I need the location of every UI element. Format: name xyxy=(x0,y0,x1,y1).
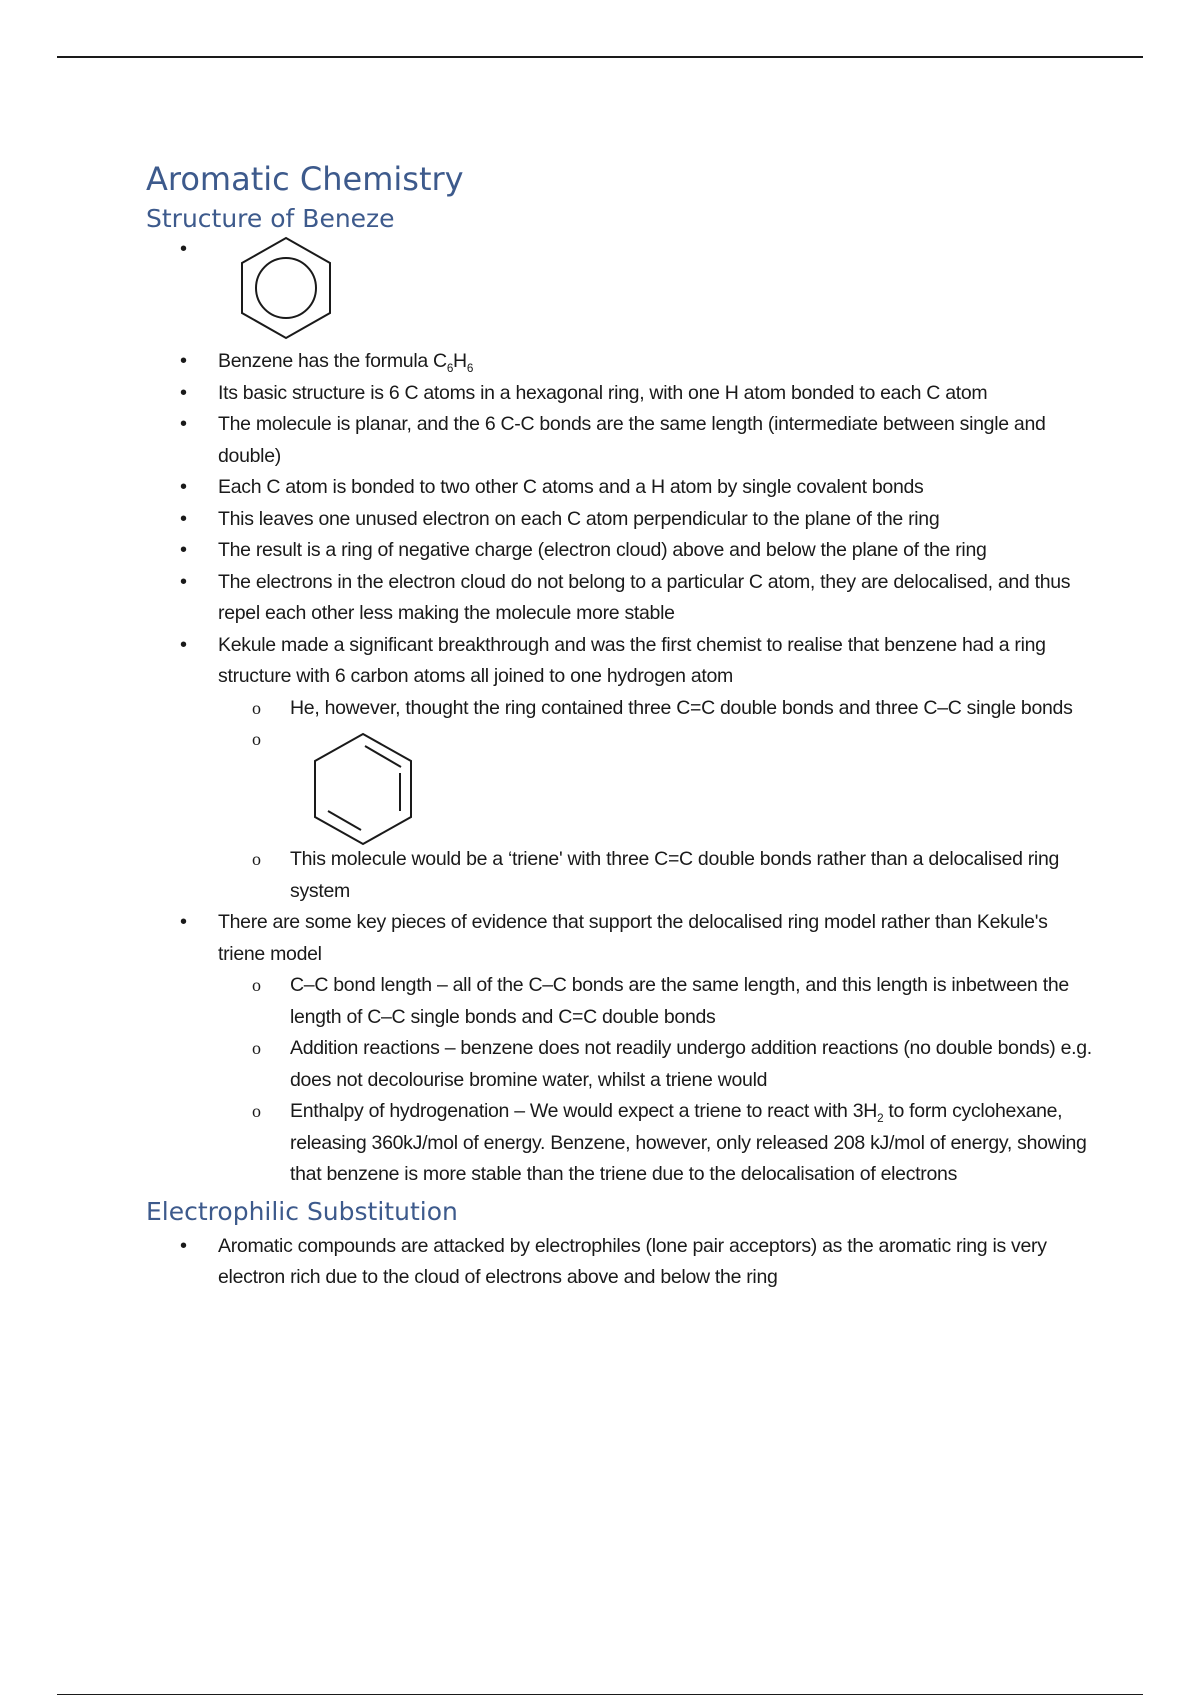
section-heading-electrophilic: Electrophilic Substitution xyxy=(146,1196,458,1226)
h2-subscript: 2 xyxy=(877,1111,884,1125)
enthalpy-text-prefix: Enthalpy of hydrogenation – We would expect a triene to react with 3H xyxy=(290,1100,878,1122)
bottom-rule xyxy=(57,1694,1143,1695)
formula-prefix: Benzene has the formula C xyxy=(218,350,447,372)
evidence-bullet-text: There are some key pieces of evidence that support the delocalised ring model rather than Kekule's triene model xyxy=(218,911,1048,965)
list-item xyxy=(146,234,1096,346)
sub-list-item: o He, however, thought the ring contained three C=C double bonds and three C–C single bonds xyxy=(218,693,1096,725)
formula-mid: H xyxy=(453,350,467,372)
sub-list-item: o This molecule would be a ‘triene' with three C=C double bonds rather than a delocalised ring system xyxy=(218,844,1096,907)
list-item: • Its basic structure is 6 C atoms in a hexagonal ring, with one H atom bonded to each C atom xyxy=(146,378,1096,410)
list-item: • Aromatic compounds are attacked by electrophiles (lone pair acceptors) as the aromatic ring is very electron rich due to the cloud of electrons above and below the ring xyxy=(146,1231,1096,1294)
electrophilic-bullet-list xyxy=(146,1231,1096,1294)
document-body xyxy=(146,160,1096,1294)
kekule-bullet-text: Kekule made a significant breakthrough and was the first chemist to realise that benzene had a ring structure with 6 carbon atoms all joined to one hydrogen atom xyxy=(218,633,1046,687)
kekule-structure-image xyxy=(290,724,1096,844)
list-item xyxy=(146,630,1096,908)
section-heading-structure: Structure of Beneze xyxy=(146,204,395,233)
sub-list-item xyxy=(218,724,1096,844)
list-item: • The electrons in the electron cloud do not belong to a particular C atom, they are delocalised, and thus repel each other less making the molecule more stable xyxy=(146,567,1096,630)
formula-subscript: 6 xyxy=(446,361,454,375)
evidence-sub-list xyxy=(218,970,1096,1191)
structure-bullet-list xyxy=(146,234,1096,1191)
benzene-ring-image xyxy=(218,234,1096,346)
sub-list-item xyxy=(218,1096,1096,1191)
list-item: • Each C atom is bonded to two other C atoms and a H atom by single covalent bonds xyxy=(146,472,1096,504)
sub-list-item: o C–C bond length – all of the C–C bonds are the same length, and this length is inbetween the length of C–C single bonds and C=C double bonds xyxy=(218,970,1096,1033)
kekule-sub-list xyxy=(218,693,1096,908)
list-item xyxy=(146,907,1096,1191)
sub-list-item: o Addition reactions – benzene does not readily undergo addition reactions (no double bonds) e.g. does not decolourise bromine water, whilst a triene would xyxy=(218,1033,1096,1096)
top-rule xyxy=(57,56,1143,58)
list-item: • This leaves one unused electron on each C atom perpendicular to the plane of the ring xyxy=(146,504,1096,536)
page-title: Aromatic Chemistry xyxy=(146,160,464,198)
enthalpy-text-suffix: to form cyclohexane, releasing 360kJ/mol of energy. Benzene, however, only released 208 kJ/mol of energy, showing that benzene is more stable than the triene due to the delocalisation of electrons xyxy=(290,1100,1087,1185)
formula-subscript: 6 xyxy=(466,361,474,375)
list-item: • The result is a ring of negative charge (electron cloud) above and below the plane of the ring xyxy=(146,535,1096,567)
list-item: • The molecule is planar, and the 6 C-C bonds are the same length (intermediate between single and double) xyxy=(146,409,1096,472)
list-item xyxy=(146,346,1096,378)
